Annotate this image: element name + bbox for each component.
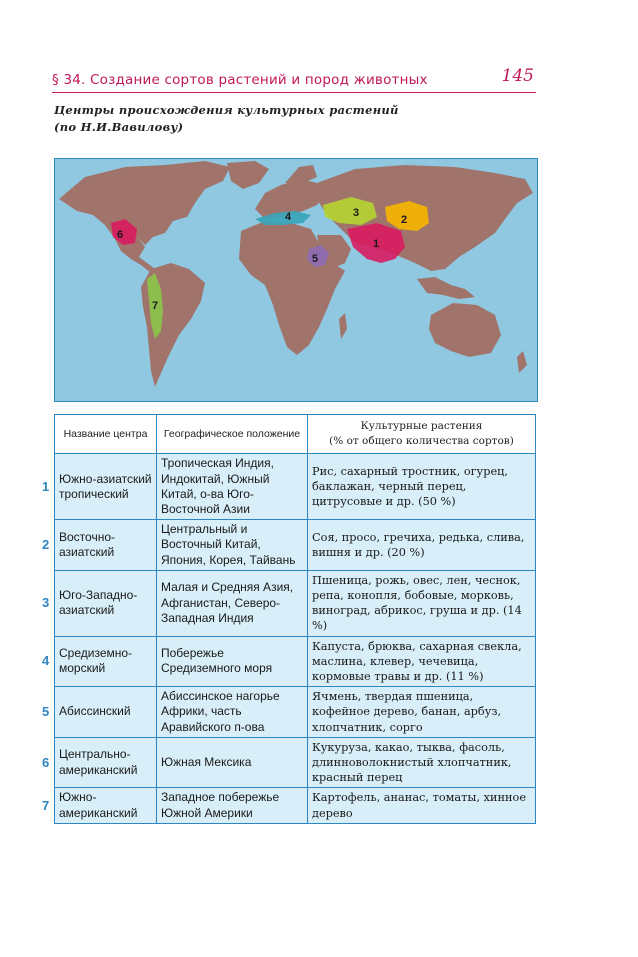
row-number: 7: [42, 797, 50, 813]
center-2-label: 2: [401, 214, 408, 226]
table-row: [55, 788, 536, 823]
center-1-label: 1: [373, 238, 380, 250]
header-name: Название центра: [55, 415, 157, 454]
table-header-row: [55, 415, 536, 454]
cell-location: Центральный и Восточный Китай, Япония, Корея, Тайвань: [157, 520, 308, 571]
header-location: Географическое положение: [157, 415, 308, 454]
cell-name: Южно-азиатский тропический: [55, 454, 157, 520]
cell-name: Южно-американский: [55, 788, 157, 823]
page-number: 145: [501, 66, 534, 86]
cell-location: Малая и Средняя Азия, Афганистан, Северо-Западная Индия: [157, 570, 308, 636]
table-row: [55, 570, 536, 636]
table-row: [55, 636, 536, 687]
row-number: 5: [42, 704, 50, 720]
cell-name: Восточно-азиатский: [55, 520, 157, 571]
cell-location: Тропическая Индия, Индокитай, Южный Китай, о-ва Юго-Восточной Азии: [157, 454, 308, 520]
row-number: 6: [42, 754, 50, 770]
header-plants-line1: Культурные растения: [360, 420, 483, 432]
cell-plants: Капуста, брюква, сахарная свекла, маслина, клевер, чечевица, кормовые травы и др. (11 %): [308, 636, 536, 687]
table-row: [55, 687, 536, 738]
cell-name: Средиземно-морский: [55, 636, 157, 687]
cell-location: Южная Мексика: [157, 737, 308, 788]
page-header: [52, 68, 536, 93]
center-7-label: 7: [152, 300, 159, 312]
row-number: 3: [42, 595, 50, 611]
cell-plants: Картофель, ананас, томаты, хинное дерево: [308, 788, 536, 823]
cell-location: Побережье Средиземного моря: [157, 636, 308, 687]
table-body: [55, 454, 536, 823]
table-row: [55, 454, 536, 520]
cell-name: Юго-Западно-азиатский: [55, 570, 157, 636]
cell-location: Западное побережье Южной Америки: [157, 788, 308, 823]
section-title: § 34. Создание сортов растений и пород животных: [52, 72, 428, 88]
row-number: 1: [42, 478, 50, 494]
world-map: [54, 158, 538, 402]
cell-name: Абиссинский: [55, 687, 157, 738]
center-6-label: 6: [117, 229, 124, 241]
center-4-label: 4: [285, 211, 292, 223]
row-number: 2: [42, 537, 50, 553]
cell-plants: Рис, сахарный тростник, огурец, баклажан, черный перец, цитрусовые и др. (50 %): [308, 454, 536, 520]
cell-plants: Соя, просо, гречиха, редька, слива, вишня и др. (20 %): [308, 520, 536, 571]
center-5-label: 5: [312, 253, 319, 265]
cell-plants: Кукуруза, какао, тыква, фасоль, длинноволокнистый хлопчатник, красный перец: [308, 737, 536, 788]
world-map-svg: [55, 159, 537, 401]
cell-name: Центрально-американский: [55, 737, 157, 788]
table-row: [55, 737, 536, 788]
header-plants-line2: (% от общего количества сортов): [329, 435, 514, 448]
caption-line-1: Центры происхождения культурных растений: [54, 103, 399, 117]
center-3-label: 3: [353, 207, 360, 219]
cell-plants: Ячмень, твердая пшеница, кофейное дерево, банан, арбуз, хлопчатник, сорго: [308, 687, 536, 738]
centers-table: [54, 414, 536, 824]
header-plants: [308, 415, 536, 454]
cell-location: Абиссинское нагорье Африки, часть Аравийского п-ова: [157, 687, 308, 738]
cell-plants: Пшеница, рожь, овес, лен, чеснок, репа, конопля, бобовые, морковь, виноград, абрикос, груша и др. (14 %): [308, 570, 536, 636]
caption-line-2: (по Н.И.Вавилову): [54, 120, 184, 134]
table-row: [55, 520, 536, 571]
row-number: 4: [42, 653, 50, 669]
figure-caption: [54, 102, 399, 136]
